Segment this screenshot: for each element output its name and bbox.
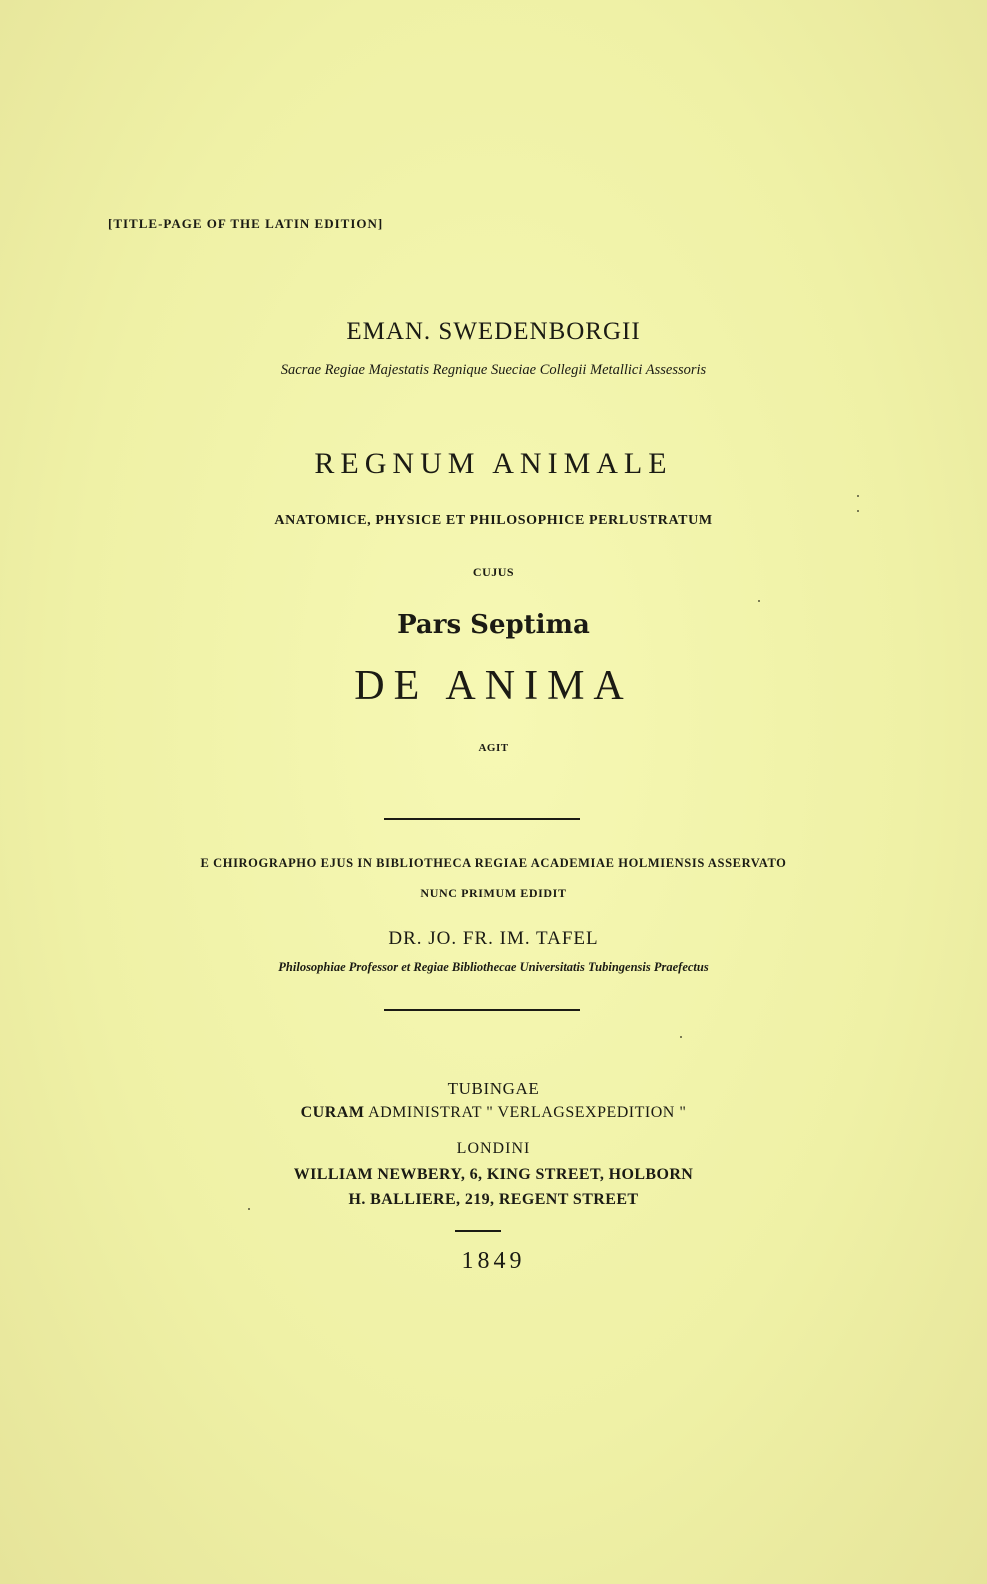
part-number: Pars Septima [397, 610, 590, 640]
agit-label: AGIT [478, 742, 509, 754]
divider-rule-bottom [384, 1009, 580, 1011]
year-rule [455, 1230, 501, 1232]
part-title: DE ANIMA [354, 663, 633, 709]
paper-speck [248, 1208, 250, 1210]
curam-rest: ADMINISTRAT " VERLAGSEXPEDITION " [368, 1104, 687, 1121]
imprint-city-1: TUBINGAE [447, 1079, 540, 1098]
subtitle: ANATOMICE, PHYSICE ET PHILOSOPHICE PERLUSTRATUM [274, 513, 713, 528]
editor-title: Philosophiae Professor et Regiae Bibliothecae Universitatis Tubingensis Praefectus [278, 960, 709, 974]
publisher-2: H. BALLIERE, 219, REGENT STREET [348, 1191, 639, 1208]
author-title: Sacrae Regiae Majestatis Regnique Sueciae Collegii Metallici Assessoris [280, 362, 707, 378]
header-note: [TITLE-PAGE OF THE LATIN EDITION] [108, 216, 384, 231]
editor-name: DR. JO. FR. IM. TAFEL [388, 928, 599, 949]
curam-prefix: CURAM [300, 1104, 365, 1121]
divider-rule-top [384, 818, 580, 820]
imprint-curam-line [0, 1104, 987, 1122]
publication-year: 1849 [461, 1248, 526, 1274]
cujus-label: CUJUS [472, 565, 515, 579]
imprint-city-2: LONDINI [456, 1140, 531, 1157]
paper-speck [758, 600, 760, 602]
paper-speck [857, 495, 859, 497]
paper-speck [857, 510, 859, 512]
author-name: EMAN. SWEDENBORGII [346, 318, 641, 345]
edition-note: NUNC PRIMUM EDIDIT [420, 886, 567, 900]
publisher-1: WILLIAM NEWBERY, 6, KING STREET, HOLBORN [293, 1166, 694, 1183]
paper-speck [680, 1036, 682, 1038]
source-note: E CHIROGRAPHO EJUS IN BIBLIOTHECA REGIAE ACADEMIAE HOLMIENSIS ASSERVATO [200, 856, 787, 870]
main-title: REGNUM ANIMALE [314, 447, 673, 480]
